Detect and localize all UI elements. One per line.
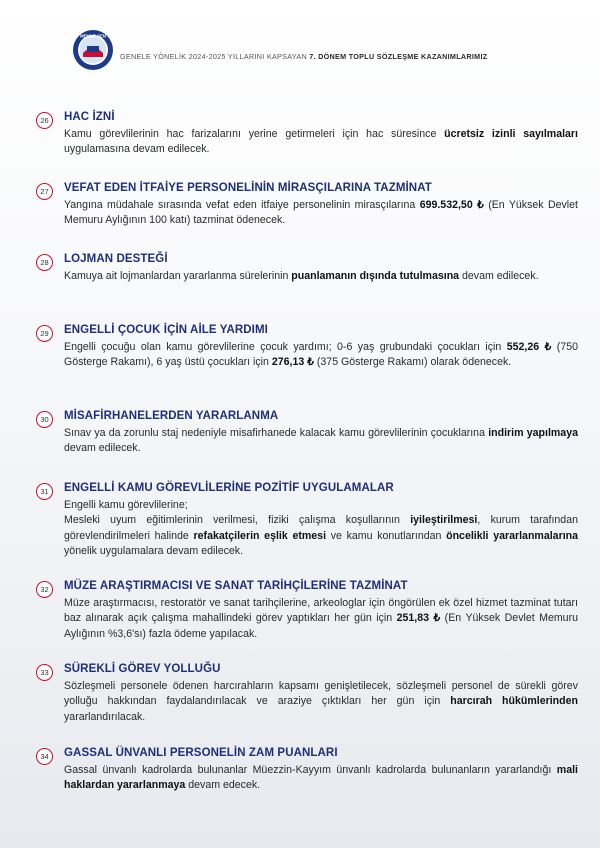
section-body: Kamu görevlilerinin hac farizalarını yerine getirmeleri için hac süresince ücretsiz izinli sayılmaları uygulamasına devam edilecek. (64, 128, 578, 156)
section-title: VEFAT EDEN İTFAİYE PERSONELİNİN MİRASÇILARINA TAZMİNAT (64, 182, 432, 194)
section-number: 29 (36, 325, 53, 342)
page-header (0, 0, 600, 95)
header-title (120, 52, 487, 61)
section-number: 31 (36, 483, 53, 500)
header-lead: GENELE YÖNELİK 2024-2025 YILLARINI KAPSAYAN (120, 52, 307, 61)
section-title: LOJMAN DESTEĞİ (64, 253, 168, 265)
section-title: ENGELLİ ÇOCUK İÇİN AİLE YARDIMI (64, 324, 268, 336)
memursen-logo (72, 29, 114, 71)
section-number: 32 (36, 581, 53, 598)
section-number: 30 (36, 411, 53, 428)
section-body: Engelli çocuğu olan kamu görevlilerine çocuk yardımı; 0-6 yaş grubundaki çocukları için 552,26 ₺ (750 Gösterge Rakamı), 6 yaş üstü çocukları için 276,13 ₺ (375 Gösterge Rakamı) olarak ödenecek. (64, 341, 578, 369)
section-number: 27 (36, 183, 53, 200)
section-title: GASSAL ÜNVANLI PERSONELİN ZAM PUANLARI (64, 747, 338, 759)
section-body: Engelli kamu görevlilerine; Mesleki uyum eğitimlerinin verilmesi, fiziki çalışma koşullarının iyileştirilmesi, kurum tarafından görevlendirilmeleri halinde refakatçilerin eşlik etmesi ve kamu konutlarından öncelikli yararlanmalarına yönelik uygulamalara devam edilecek. (64, 499, 579, 558)
section-body: Yangına müdahale sırasında vefat eden itfaiye personelinin mirasçılarına 699.532,50 ₺ (En Yüksek Devlet Memuru Aylığının 100 katı) tazminat ödenecek. (64, 199, 578, 227)
section-title: SÜREKLİ GÖREV YOLLUĞU (64, 663, 221, 675)
section-body: Sınav ya da zorunlu staj nedeniyle misafirhanede kalacak kamu görevlilerinin çocuklarına indirim yapılmaya devam edilecek. (64, 427, 578, 455)
section-body: Gassal ünvanlı kadrolarda bulunanlar Müezzin-Kayyım ünvanlı kadrolarda bulunanların yararlandığı mali haklardan yararlanmaya devam edecek. (64, 764, 578, 792)
section-title: MÜZE ARAŞTIRMACISI VE SANAT TARİHÇİLERİNE TAZMİNAT (64, 580, 408, 592)
section-title: HAC İZNİ (64, 111, 115, 123)
header-bold: 7. DÖNEM TOPLU SÖZLEŞME KAZANIMLARIMIZ (309, 52, 488, 61)
section-title: MİSAFİRHANELERDEN YARARLANMA (64, 410, 279, 422)
section-number: 26 (36, 112, 53, 129)
section-body: Kamuya ait lojmanlardan yararlanma sürelerinin puanlamanın dışında tutulmasına devam edilecek. (64, 270, 539, 282)
section-number: 33 (36, 664, 53, 681)
logo-text: MEMUR-SEN (80, 33, 106, 39)
section-title: ENGELLİ KAMU GÖREVLİLERİNE POZİTİF UYGULAMALAR (64, 482, 394, 494)
section-number: 28 (36, 254, 53, 271)
section-body: Sözleşmeli personele ödenen harcırahların kapsamı genişletilecek, sözleşmeli personel de sürekli görev yolluğu hakkından faydalandırılacak ve araziye çıktıkları her gün için harcırah hükümlerinden yararlandırılacak. (64, 680, 578, 723)
section-body: Müze araştırmacısı, restoratör ve sanat tarihçilerine, arkeologlar için öngörülen ek özel hizmet tazminat tutarı baz alınarak açık çalışma mahallindeki görev yaptıkları her gün için 251,83 ₺ (En Yüksek Devlet Memuru Aylığının %3,6'sı) fazla ödeme yapılacak. (64, 597, 578, 640)
section-number: 34 (36, 748, 53, 765)
